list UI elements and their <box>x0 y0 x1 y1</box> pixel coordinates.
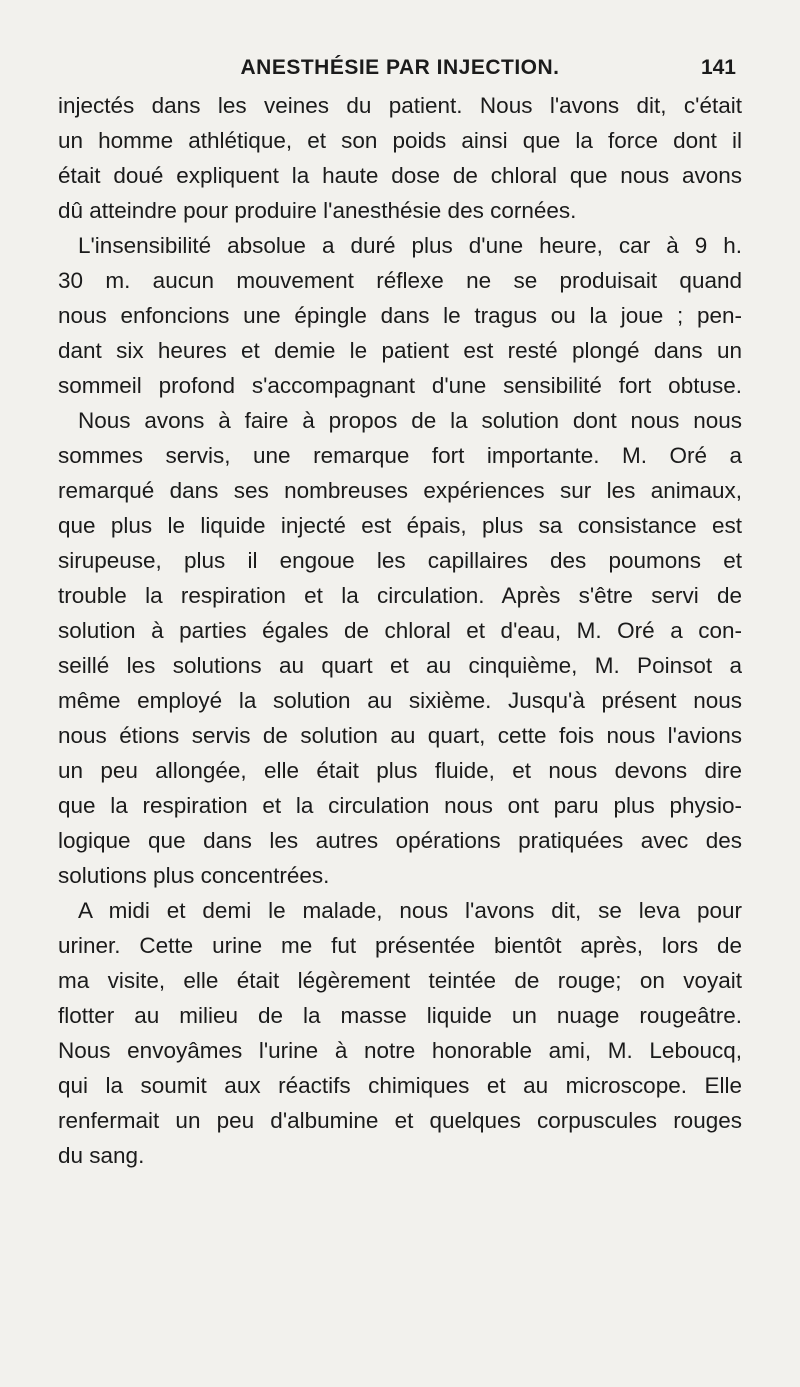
text-line: que la respiration et la circulation nous ont paru plus physio- <box>58 793 742 818</box>
text-line: 30 m. aucun mouvement réflexe ne se produisait quand <box>58 268 742 293</box>
text-line: sirupeuse, plus il engoue les capillaires des poumons et <box>58 548 742 573</box>
text-line: sommeil profond s'accompagnant d'une sensibilité fort obtuse. <box>58 373 742 398</box>
text-line: Nous envoyâmes l'urine à notre honorable ami, M. Leboucq, <box>58 1038 742 1063</box>
text-line: dant six heures et demie le patient est resté plongé dans un <box>58 338 742 363</box>
text-line: solutions plus concentrées. <box>58 863 330 888</box>
text-line: renfermait un peu d'albumine et quelques corpuscules rouges <box>58 1108 742 1133</box>
text-line: remarqué dans ses nombreuses expériences sur les animaux, <box>58 478 742 503</box>
text-line: uriner. Cette urine me fut présentée bientôt après, lors de <box>58 933 742 958</box>
text-line: solution à parties égales de chloral et d'eau, M. Oré a con- <box>58 618 742 643</box>
text-line: trouble la respiration et la circulation. Après s'être servi de <box>58 583 742 608</box>
text-line: un peu allongée, elle était plus fluide, et nous devons dire <box>58 758 742 783</box>
text-line: flotter au milieu de la masse liquide un nuage rougeâtre. <box>58 1003 742 1028</box>
text-line: ma visite, elle était légèrement teintée de rouge; on voyait <box>58 968 742 993</box>
text-line: un homme athlétique, et son poids ainsi que la force dont il <box>58 128 742 153</box>
text-line: A midi et demi le malade, nous l'avons dit, se leva pour <box>78 898 742 923</box>
text-line: était doué expliquent la haute dose de chloral que nous avons <box>58 163 742 188</box>
text-line: logique que dans les autres opérations pratiquées avec des <box>58 828 742 853</box>
page-header <box>60 50 740 90</box>
text-line: sommes servis, une remarque fort importante. M. Oré a <box>58 443 742 468</box>
running-title: ANESTHÉSIE PAR INJECTION. <box>240 56 560 79</box>
page-number: 141 <box>700 56 736 79</box>
text-line: injectés dans les veines du patient. Nous l'avons dit, c'était <box>58 93 742 118</box>
text-line: dû atteindre pour produire l'anesthésie des cornées. <box>58 198 577 223</box>
text-line: Nous avons à faire à propos de la solution dont nous nous <box>78 408 742 433</box>
body-text <box>58 88 742 1173</box>
text-line: du sang. <box>58 1143 145 1168</box>
text-line: nous étions servis de solution au quart, cette fois nous l'avions <box>58 723 742 748</box>
text-line: que plus le liquide injecté est épais, plus sa consistance est <box>58 513 742 538</box>
text-line: L'insensibilité absolue a duré plus d'une heure, car à 9 h. <box>78 233 742 258</box>
text-line: même employé la solution au sixième. Jusqu'à présent nous <box>58 688 742 713</box>
text-line: seillé les solutions au quart et au cinquième, M. Poinsot a <box>58 653 742 678</box>
text-line: qui la soumit aux réactifs chimiques et au microscope. Elle <box>58 1073 742 1098</box>
text-line: nous enfoncions une épingle dans le tragus ou la joue ; pen- <box>58 303 742 328</box>
